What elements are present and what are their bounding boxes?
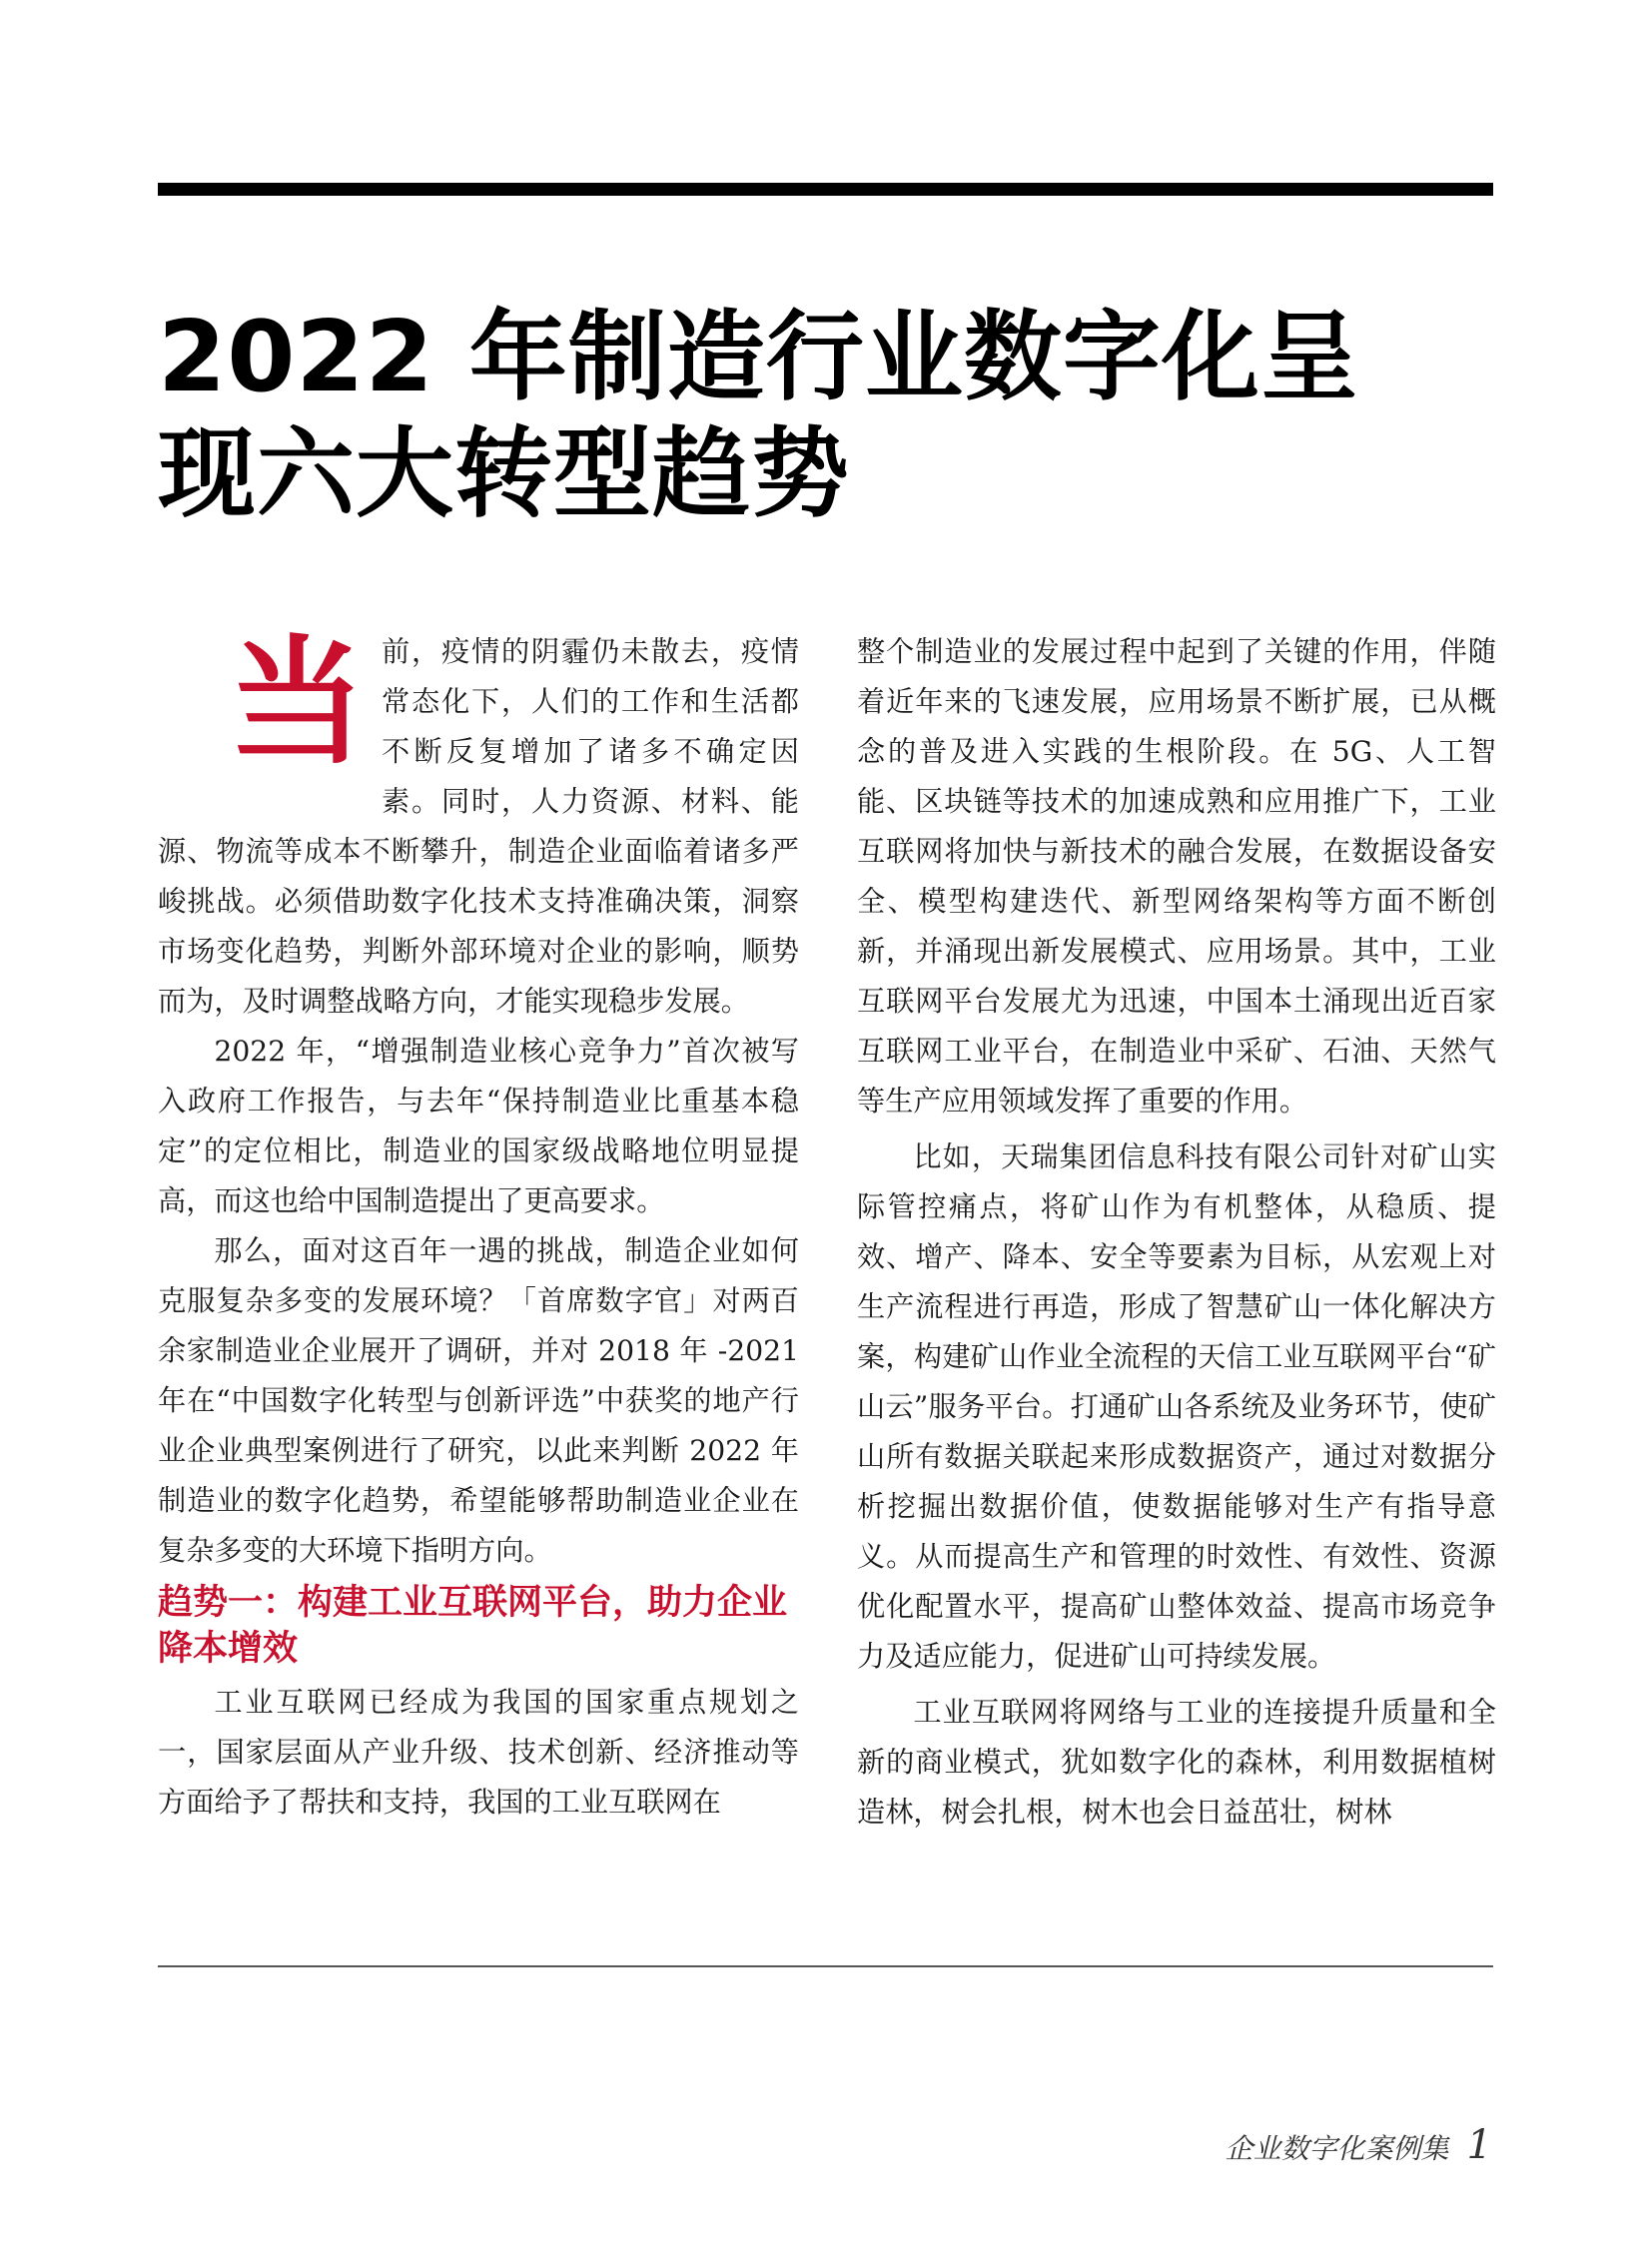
right-paragraph-1: 整个制造业的发展过程中起到了关键的作用，伴随着近年来的飞速发展，应用场景不断扩展，已从概念的普及进入实践的生根阶段。在 5G、人工智能、区块链等技术的加速成熟和应用推广下，工业互联网将加快与新技术的融合发展，在数据设备安全、模型构建迭代、新型网络架构等方面不断创新，并涌现出新发展模式、应用场景。其中，工业互联网平台发展尤为迅速，中国本土涌现出近百家互联网工业平台，在制造业中采矿、石油、天然气等生产应用领域发挥了重要的作用。 [857, 635, 1496, 1118]
bottom-rule [158, 1965, 1493, 1967]
publication-name: 企业数字化案例集 [1225, 2132, 1449, 2165]
page-title [158, 300, 1496, 533]
right-column [857, 627, 1496, 1838]
paragraph-4: 工业互联网已经成为我国的国家重点规划之一，国家层面从产业升级、技术创新、经济推动等方面给予了帮扶和支持，我国的工业互联网在 [158, 1686, 799, 1819]
title-line-2: 现六大转型趋势 [158, 417, 851, 531]
paragraph-3: 那么，面对这百年一遇的挑战，制造企业如何克服复杂多变的发展环境？「首席数字官」对两百余家制造业企业展开了调研，并对 2018 年 -2021 年在“中国数字化转型与创新评选”中获奖的地产行业企业典型案例进行了研究，以此来判断 2022 年制造业的数字化趋势，希望能够帮助制造业企业在复杂多变的大环境下指明方向。 [158, 1234, 799, 1567]
top-rule [158, 183, 1493, 196]
left-column [158, 622, 799, 1828]
page-number: 1 [1466, 2122, 1492, 2168]
right-paragraph-2: 比如，天瑞集团信息科技有限公司针对矿山实际管控痛点，将矿山作为有机整体，从稳质、提效、增产、降本、安全等要素为目标，从宏观上对生产流程进行再造，形成了智慧矿山一体化解决方案，构建矿山作业全流程的天信工业互联网平台“矿山云”服务平台。打通矿山各系统及业务环节，使矿山所有数据关联起来形成数据资产，通过对数据分析挖掘出数据价值，使数据能够对生产有指导意义。从而提高生产和管理的时效性、有效性、资源优化配置水平，提高矿山整体效益、提高市场竞争力及适应能力，促进矿山可持续发展。 [857, 1140, 1496, 1673]
section-heading-trend-1: 趋势一：构建工业互联网平台，助力企业降本增效 [158, 1583, 788, 1669]
page-footer [1226, 2122, 1492, 2168]
intro-paragraph: 前，疫情的阴霾仍未散去，疫情常态化下，人们的工作和生活都不断反复增加了诸多不确定因素。同时，人力资源、材料、能源、物流等成本不断攀升，制造企业面临着诸多严峻挑战。必须借助数字化技术支持准确决策，洞察市场变化趋势，判断外部环境对企业的影响，顺势而为，及时调整战略方向，才能实现稳步发展。 [158, 635, 799, 1018]
title-line-1: 2022 年制造行业数字化呈 [158, 301, 1359, 414]
right-paragraph-3: 工业互联网将网络与工业的连接提升质量和全新的商业模式，犹如数字化的森林，利用数据植树造林，树会扎根，树木也会日益茁壮，树林 [857, 1696, 1496, 1829]
drop-cap: 当 [228, 622, 367, 783]
paragraph-2: 2022 年，“增强制造业核心竞争力”首次被写入政府工作报告，与去年“保持制造业比重基本稳定”的定位相比，制造业的国家级战略地位明显提高，而这也给中国制造提出了更高要求。 [158, 1035, 799, 1217]
